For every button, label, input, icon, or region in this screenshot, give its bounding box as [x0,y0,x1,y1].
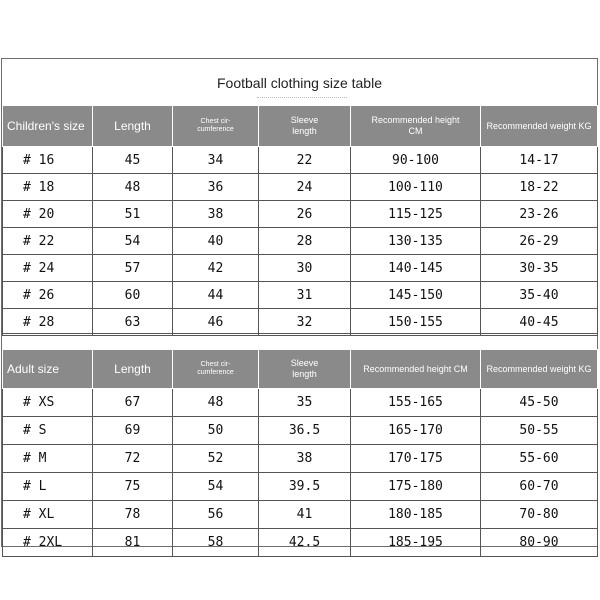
cell-length: 81 [93,529,173,557]
cell-sleeve-length: 41 [259,501,351,529]
cell-chest-circumference: 48 [173,389,259,417]
children-header-length [93,106,173,147]
cell-recommended-height: 180-185 [351,501,481,529]
adult-header-text: length [292,369,317,379]
cell-length: 78 [93,501,173,529]
table-row [3,147,598,174]
cell-length: 67 [93,389,173,417]
children-table-body [3,147,598,336]
cell-chest-circumference: 50 [173,417,259,445]
cell-size: # 22 [3,228,93,255]
table-row [3,389,598,417]
cell-length: 69 [93,417,173,445]
adult-header-recommended-weight [481,350,598,389]
cell-sleeve-length: 24 [259,174,351,201]
cell-recommended-height: 130-135 [351,228,481,255]
cell-recommended-height: 155-165 [351,389,481,417]
cell-size: # XS [3,389,93,417]
cell-length: 51 [93,201,173,228]
cell-chest-circumference: 46 [173,309,259,336]
cell-sleeve-length: 28 [259,228,351,255]
cell-recommended-weight: 35-40 [481,282,598,309]
cell-chest-circumference: 36 [173,174,259,201]
cell-sleeve-length: 32 [259,309,351,336]
adult-header-text: Sleeve [290,358,319,368]
cell-recommended-height: 185-195 [351,529,481,557]
cell-sleeve-length: 39.5 [259,473,351,501]
adult-header-recommended-height [351,350,481,389]
cell-sleeve-length: 38 [259,445,351,473]
table-row [3,417,598,445]
cell-sleeve-length: 30 [259,255,351,282]
adult-header-text: Length [114,362,151,376]
cell-recommended-height: 115-125 [351,201,481,228]
cell-recommended-height: 175-180 [351,473,481,501]
table-divider [2,333,597,350]
adult-header-text: Recommended height CM [363,363,468,374]
cell-chest-circumference: 44 [173,282,259,309]
children-header-text: CM [408,126,423,136]
cell-size: # 20 [3,201,93,228]
adult-table-body [3,389,598,557]
cell-recommended-height: 100-110 [351,174,481,201]
table-row [3,309,598,336]
cell-recommended-height: 165-170 [351,417,481,445]
adult-header-text: cumference [197,369,234,376]
cell-recommended-weight: 50-55 [481,417,598,445]
cell-size: # L [3,473,93,501]
children-header-recommended-weight [481,106,598,147]
cell-chest-circumference: 40 [173,228,259,255]
cell-size: # 2XL [3,529,93,557]
table-row [3,282,598,309]
cell-recommended-height: 90-100 [351,147,481,174]
cell-sleeve-length: 35 [259,389,351,417]
cell-size: # 26 [3,282,93,309]
cell-recommended-weight: 23-26 [481,201,598,228]
cell-recommended-weight: 60-70 [481,473,598,501]
cell-recommended-height: 145-150 [351,282,481,309]
cell-recommended-weight: 80-90 [481,529,598,557]
table-row [3,445,598,473]
cell-length: 48 [93,174,173,201]
cell-sleeve-length: 36.5 [259,417,351,445]
adult-header-row [3,350,598,389]
cell-size: # 28 [3,309,93,336]
cell-recommended-weight: 70-80 [481,501,598,529]
cell-chest-circumference: 52 [173,445,259,473]
cell-chest-circumference: 58 [173,529,259,557]
cell-recommended-weight: 45-50 [481,389,598,417]
cell-size: # XL [3,501,93,529]
table-row [3,201,598,228]
cell-size: # S [3,417,93,445]
table-row [3,473,598,501]
children-header-chest-circumference [173,106,259,147]
cell-size: # 24 [3,255,93,282]
children-header-row [3,106,598,147]
cell-recommended-weight: 18-22 [481,174,598,201]
cell-length: 75 [93,473,173,501]
cell-length: 54 [93,228,173,255]
children-header-text: Sleeve [290,115,319,125]
table-row [3,529,598,557]
children-header-text: Children's size [7,119,85,133]
table-row [3,255,598,282]
cell-sleeve-length: 31 [259,282,351,309]
adult-header-text: Recommended weight KG [486,363,592,374]
page-title: Football clothing size table [217,75,382,91]
cell-chest-circumference: 38 [173,201,259,228]
adult-header-sleeve-length [259,350,351,389]
adult-size-table [2,349,598,557]
adult-header-chest-circumference [173,350,259,389]
children-header-recommended-height [351,106,481,147]
cell-size: # M [3,445,93,473]
title-underline [257,97,347,100]
cell-length: 72 [93,445,173,473]
cell-sleeve-length: 42.5 [259,529,351,557]
cell-recommended-weight: 55-60 [481,445,598,473]
cell-sleeve-length: 26 [259,201,351,228]
cell-recommended-height: 170-175 [351,445,481,473]
cell-recommended-weight: 14-17 [481,147,598,174]
cell-chest-circumference: 42 [173,255,259,282]
adult-header-length [93,350,173,389]
children-header-text: cumference [197,126,234,133]
cell-recommended-height: 150-155 [351,309,481,336]
children-header-text: Chest cir- [200,118,231,125]
table-row [3,501,598,529]
cell-recommended-height: 140-145 [351,255,481,282]
adult-header-text: Adult size [7,362,60,376]
cell-chest-circumference: 34 [173,147,259,174]
cell-recommended-weight: 26-29 [481,228,598,255]
cell-length: 45 [93,147,173,174]
children-header-text: Recommended weight KG [486,120,592,131]
size-chart-frame [1,58,598,550]
table-row [3,228,598,255]
cell-length: 60 [93,282,173,309]
table-row [3,174,598,201]
cell-recommended-weight: 40-45 [481,309,598,336]
adult-header-text: Chest cir- [200,361,231,368]
children-size-table [2,105,598,336]
cell-length: 63 [93,309,173,336]
cell-size: # 16 [3,147,93,174]
children-header-text: length [292,126,317,136]
cell-size: # 18 [3,174,93,201]
children-header-sleeve-length [259,106,351,147]
cell-chest-circumference: 56 [173,501,259,529]
children-header-text: Length [114,119,151,133]
cell-chest-circumference: 54 [173,473,259,501]
cell-length: 57 [93,255,173,282]
cell-sleeve-length: 22 [259,147,351,174]
children-header-text: Recommended height [371,115,460,125]
children-header-size [3,106,93,147]
cell-recommended-weight: 30-35 [481,255,598,282]
adult-header-size [3,350,93,389]
